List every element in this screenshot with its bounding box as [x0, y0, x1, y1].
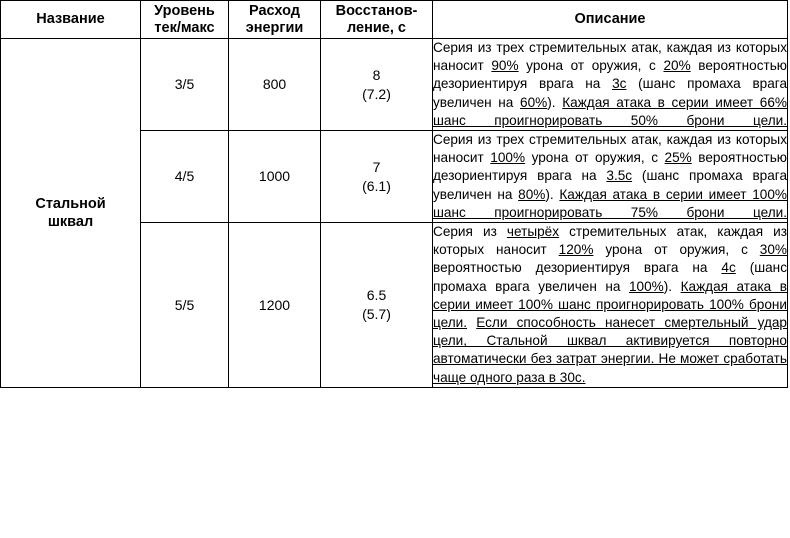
- column-header-cooldown: [321, 1, 433, 39]
- desc-value: 3.5с: [606, 168, 633, 184]
- cooldown-cell: [321, 223, 433, 388]
- desc-value: 30%: [759, 242, 787, 258]
- desc-text: ).: [663, 278, 673, 294]
- column-header-description: Описание: [433, 1, 788, 39]
- desc-text: ).: [545, 186, 554, 202]
- desc-value: 90%: [491, 58, 519, 74]
- desc-text: вероятностью дезориентируя врага на: [433, 150, 787, 184]
- desc-bonus-text-2: Если способность нанесет смертельный удар цели, Стальной шквал активируется повторно автоматически без затрат энергии. Не может сработать чаще одного раза в 30с.: [433, 315, 787, 385]
- desc-value: 60%: [520, 94, 548, 110]
- desc-value: 80%: [518, 186, 546, 202]
- desc-text: (шанс промаха врага увеличен на: [433, 76, 788, 110]
- desc-bonus-text: Каждая атака в серии имеет 100% шанс проигнорировать 75% брони цели.: [433, 186, 787, 220]
- description-paragraph: [433, 131, 787, 222]
- column-header-energy: [229, 1, 321, 39]
- column-header-energy-line2: энергии: [245, 19, 304, 36]
- desc-bonus-text: Каждая атака в серии имеет 100% шанс проигнорировать 100% брони цели.: [433, 278, 787, 331]
- desc-text: (шанс промаха врага увеличен на: [433, 168, 788, 202]
- cooldown-cell: [321, 39, 433, 131]
- table-header: [1, 1, 788, 39]
- desc-value: 100%: [628, 278, 664, 294]
- desc-value: 3с: [612, 76, 627, 92]
- column-header-level-line2: тек/макс: [154, 19, 215, 36]
- description-cell: [433, 223, 788, 388]
- level-cell: 4/5: [141, 131, 229, 223]
- energy-cell: 800: [229, 39, 321, 131]
- column-header-name: Название: [1, 1, 141, 39]
- desc-text: урона от оружия, с: [518, 58, 664, 74]
- level-cell: 3/5: [141, 39, 229, 131]
- header-row: [1, 1, 788, 39]
- ability-name-cell: [1, 39, 141, 388]
- column-header-level: [141, 1, 229, 39]
- desc-text: вероятностью дезориентируя врага на: [433, 58, 787, 92]
- table-body: [1, 39, 788, 388]
- desc-text: вероятностью дезориентируя врага на: [433, 260, 722, 276]
- description-paragraph: [433, 223, 787, 387]
- desc-value: четырёх: [506, 224, 560, 240]
- cooldown-sub: (5.7): [362, 305, 391, 322]
- desc-text: урона от оружия, с: [525, 150, 665, 166]
- ability-name-line2: шквал: [47, 213, 94, 230]
- column-header-energy-line1: Расход: [249, 3, 300, 20]
- desc-text: Серия из: [433, 224, 507, 240]
- column-header-level-line1: Уровень: [154, 3, 215, 20]
- desc-value: 25%: [664, 150, 692, 166]
- cooldown-cell: [321, 131, 433, 223]
- column-header-cooldown-line2: ление, с: [347, 19, 406, 36]
- energy-cell: 1000: [229, 131, 321, 223]
- desc-value: 20%: [663, 58, 691, 74]
- description-cell: [433, 131, 788, 223]
- desc-value: 100%: [490, 150, 526, 166]
- ability-name-line1: Стальной: [35, 195, 106, 212]
- desc-text: стремительных атак, каждая из которых наносит: [433, 224, 787, 258]
- desc-text: урона от оружия, с: [593, 242, 760, 258]
- cooldown-sub: (7.2): [362, 85, 391, 102]
- cooldown-main: 8: [372, 66, 381, 83]
- cooldown-main: 7: [372, 158, 381, 175]
- table-row: [1, 39, 788, 131]
- column-header-cooldown-line1: Восстанов-: [335, 3, 418, 20]
- cooldown-main: 6.5: [366, 287, 387, 304]
- cooldown-sub: (6.1): [362, 177, 391, 194]
- desc-text: Серия из трех стремительных атак, каждая из которых наносит: [433, 132, 787, 166]
- desc-text: Серия из трех стремительных атак, каждая из которых наносит: [433, 40, 787, 74]
- desc-value: 4с: [721, 260, 736, 276]
- description-paragraph: [433, 39, 787, 130]
- energy-cell: 1200: [229, 223, 321, 388]
- desc-bonus-text: Каждая атака в серии имеет 66% шанс проигнорировать 50% брони цели.: [433, 94, 787, 128]
- description-cell: [433, 39, 788, 131]
- desc-text: (шанс промаха врага увеличен на: [433, 260, 787, 294]
- desc-value: 120%: [558, 242, 594, 258]
- level-cell: 5/5: [141, 223, 229, 388]
- desc-text: ).: [547, 94, 556, 110]
